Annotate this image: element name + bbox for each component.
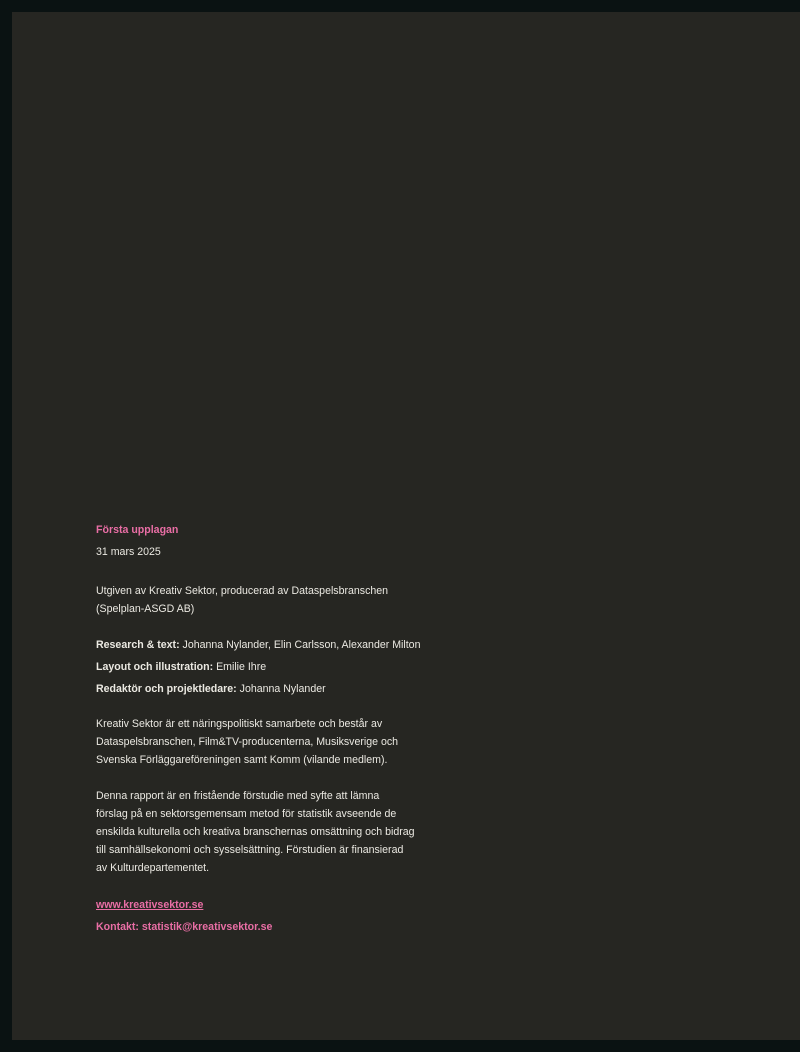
about-line: Svenska Förläggareföreningen samt Komm (vilande medlem).: [96, 754, 388, 766]
purpose-line: Denna rapport är en fristående förstudie med syfte att lämna: [96, 790, 380, 802]
credits: [96, 636, 476, 698]
publisher-paragraph: [96, 582, 476, 618]
credit-editor: [96, 680, 476, 698]
about-paragraph: [96, 715, 476, 769]
credit-research: [96, 636, 476, 654]
contact-email-link[interactable]: Kontakt: statistik@kreativsektor.se: [96, 921, 273, 933]
about-line: Dataspelsbranschen, Film&TV-producenterna, Musiksverige och: [96, 736, 399, 748]
purpose-paragraph: [96, 787, 476, 877]
about-line: Kreativ Sektor är ett näringspolitiskt samarbete och består av: [96, 718, 383, 730]
credit-value: Emilie Ihre: [213, 661, 267, 673]
website-link[interactable]: www.kreativsektor.se: [96, 899, 204, 911]
credit-value: Johanna Nylander: [236, 683, 326, 695]
publication-date: 31 mars 2025: [96, 546, 161, 558]
links: [96, 896, 476, 936]
credit-layout: [96, 658, 476, 676]
purpose-line: till samhällsekonomi och sysselsättning. Förstudien är finansierad: [96, 844, 404, 856]
publisher-line: Utgiven av Kreativ Sektor, producerad av Dataspelsbranschen: [96, 585, 389, 597]
document-page: [12, 12, 800, 1040]
publisher-line: (Spelplan-ASGD AB): [96, 603, 195, 615]
edition-label: Första upplagan: [96, 524, 179, 536]
credit-value: Johanna Nylander, Elin Carlsson, Alexander Milton: [179, 639, 421, 651]
purpose-line: enskilda kulturella och kreativa branschernas omsättning och bidrag: [96, 826, 415, 838]
credit-label: Layout och illustration:: [96, 661, 214, 673]
purpose-line: förslag på en sektorsgemensam metod för statistik avseende de: [96, 808, 397, 820]
credit-label: Research & text:: [96, 639, 180, 651]
colophon: [96, 521, 476, 940]
credit-label: Redaktör och projektledare:: [96, 683, 237, 695]
purpose-line: av Kulturdepartementet.: [96, 862, 210, 874]
